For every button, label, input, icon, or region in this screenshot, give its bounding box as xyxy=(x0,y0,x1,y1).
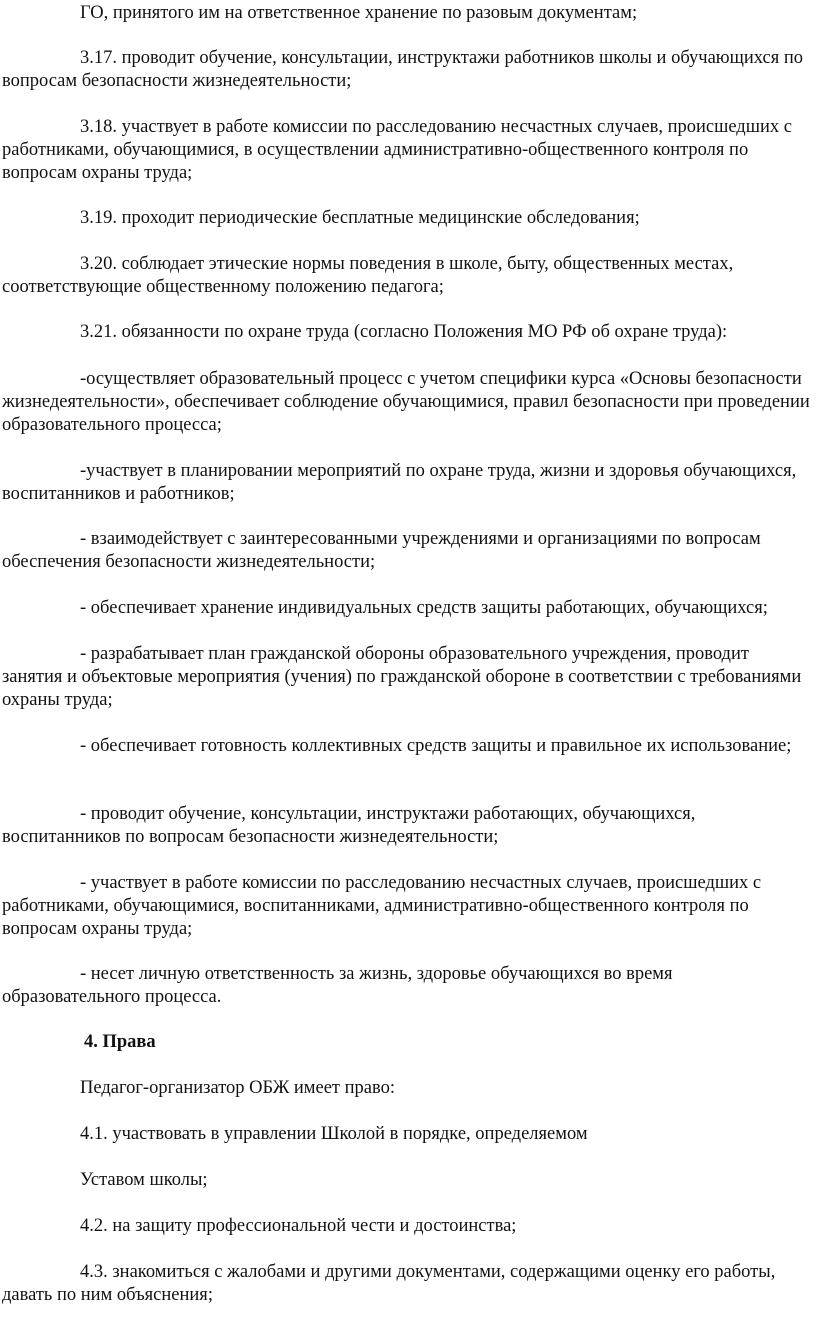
paragraph-civil-defense-plan: - разрабатывает план гражданской обороны образовательного учреждения, проводит занятия и объектовые мероприятия (учения) по гражданской обороне в соответствии с требованиями охраны труда; xyxy=(2,644,802,710)
right-4-1: 4.1. участвовать в управлении Школой в порядке, определяемом xyxy=(80,1124,588,1144)
paragraph-ppe-storage: - обеспечивает хранение индивидуальных средств защиты работающих, обучающихся; xyxy=(80,598,768,618)
paragraph-planning: -участвует в планировании мероприятий по охране труда, жизни и здоровья обучающихся, воспитанников и работников; xyxy=(2,461,797,504)
rights-intro: Педагог-организатор ОБЖ имеет право: xyxy=(80,1078,396,1098)
paragraph-obzh-process: -осуществляет образовательный процесс с учетом специфики курса «Основы безопасности жизнедеятельности», обеспечивает соблюдение обучающимися, правил безопасности при проведении образовательного процесса; xyxy=(2,369,810,435)
paragraph-3-21: 3.21. обязанности по охране труда (согласно Положения МО РФ об охране труда): xyxy=(80,322,728,342)
paragraph-training: - проводит обучение, консультации, инструктажи работающих, обучающихся, воспитанников по вопросам безопасности жизнедеятельности; xyxy=(2,804,696,847)
paragraph-3-18: 3.18. участвует в работе комиссии по расследованию несчастных случаев, происшедших с работниками, обучающимися, в осуществлении административно-общественного контроля по вопросам охраны труда; xyxy=(2,117,792,183)
paragraph-go-storage: ГО, принятого им на ответственное хранение по разовым документам; xyxy=(80,3,638,23)
paragraph-investigation: - участвует в работе комиссии по расследованию несчастных случаев, происшедших с работниками, обучающимися, воспитанниками, административно-общественного контроля по вопросам охраны труда; xyxy=(2,873,762,939)
section-heading-rights: 4. Права xyxy=(84,1032,156,1052)
paragraph-responsibility: - несет личную ответственность за жизнь, здоровье обучающихся во время образовательного процесса. xyxy=(2,964,673,1007)
paragraph-3-19: 3.19. проходит периодические бесплатные медицинские обследования; xyxy=(80,208,640,228)
paragraph-3-17: 3.17. проводит обучение, консультации, инструктажи работников школы и обучающихся по вопросам безопасности жизнедеятельности; xyxy=(2,48,803,91)
right-4-1-continued: Уставом школы; xyxy=(80,1170,208,1190)
right-4-2: 4.2. на защиту профессиональной чести и достоинства; xyxy=(80,1216,517,1236)
paragraph-collective-protection: - обеспечивает готовность коллективных средств защиты и правильное их использование; xyxy=(80,736,792,756)
right-4-3: 4.3. знакомиться с жалобами и другими документами, содержащими оценку его работы, давать по ним объяснения; xyxy=(2,1262,776,1305)
paragraph-interaction: - взаимодействует с заинтересованными учреждениями и организациями по вопросам обеспечения безопасности жизнедеятельности; xyxy=(2,529,761,572)
paragraph-3-20: 3.20. соблюдает этические нормы поведения в школе, быту, общественных местах, соответствующие общественному положению педагога; xyxy=(2,254,734,297)
